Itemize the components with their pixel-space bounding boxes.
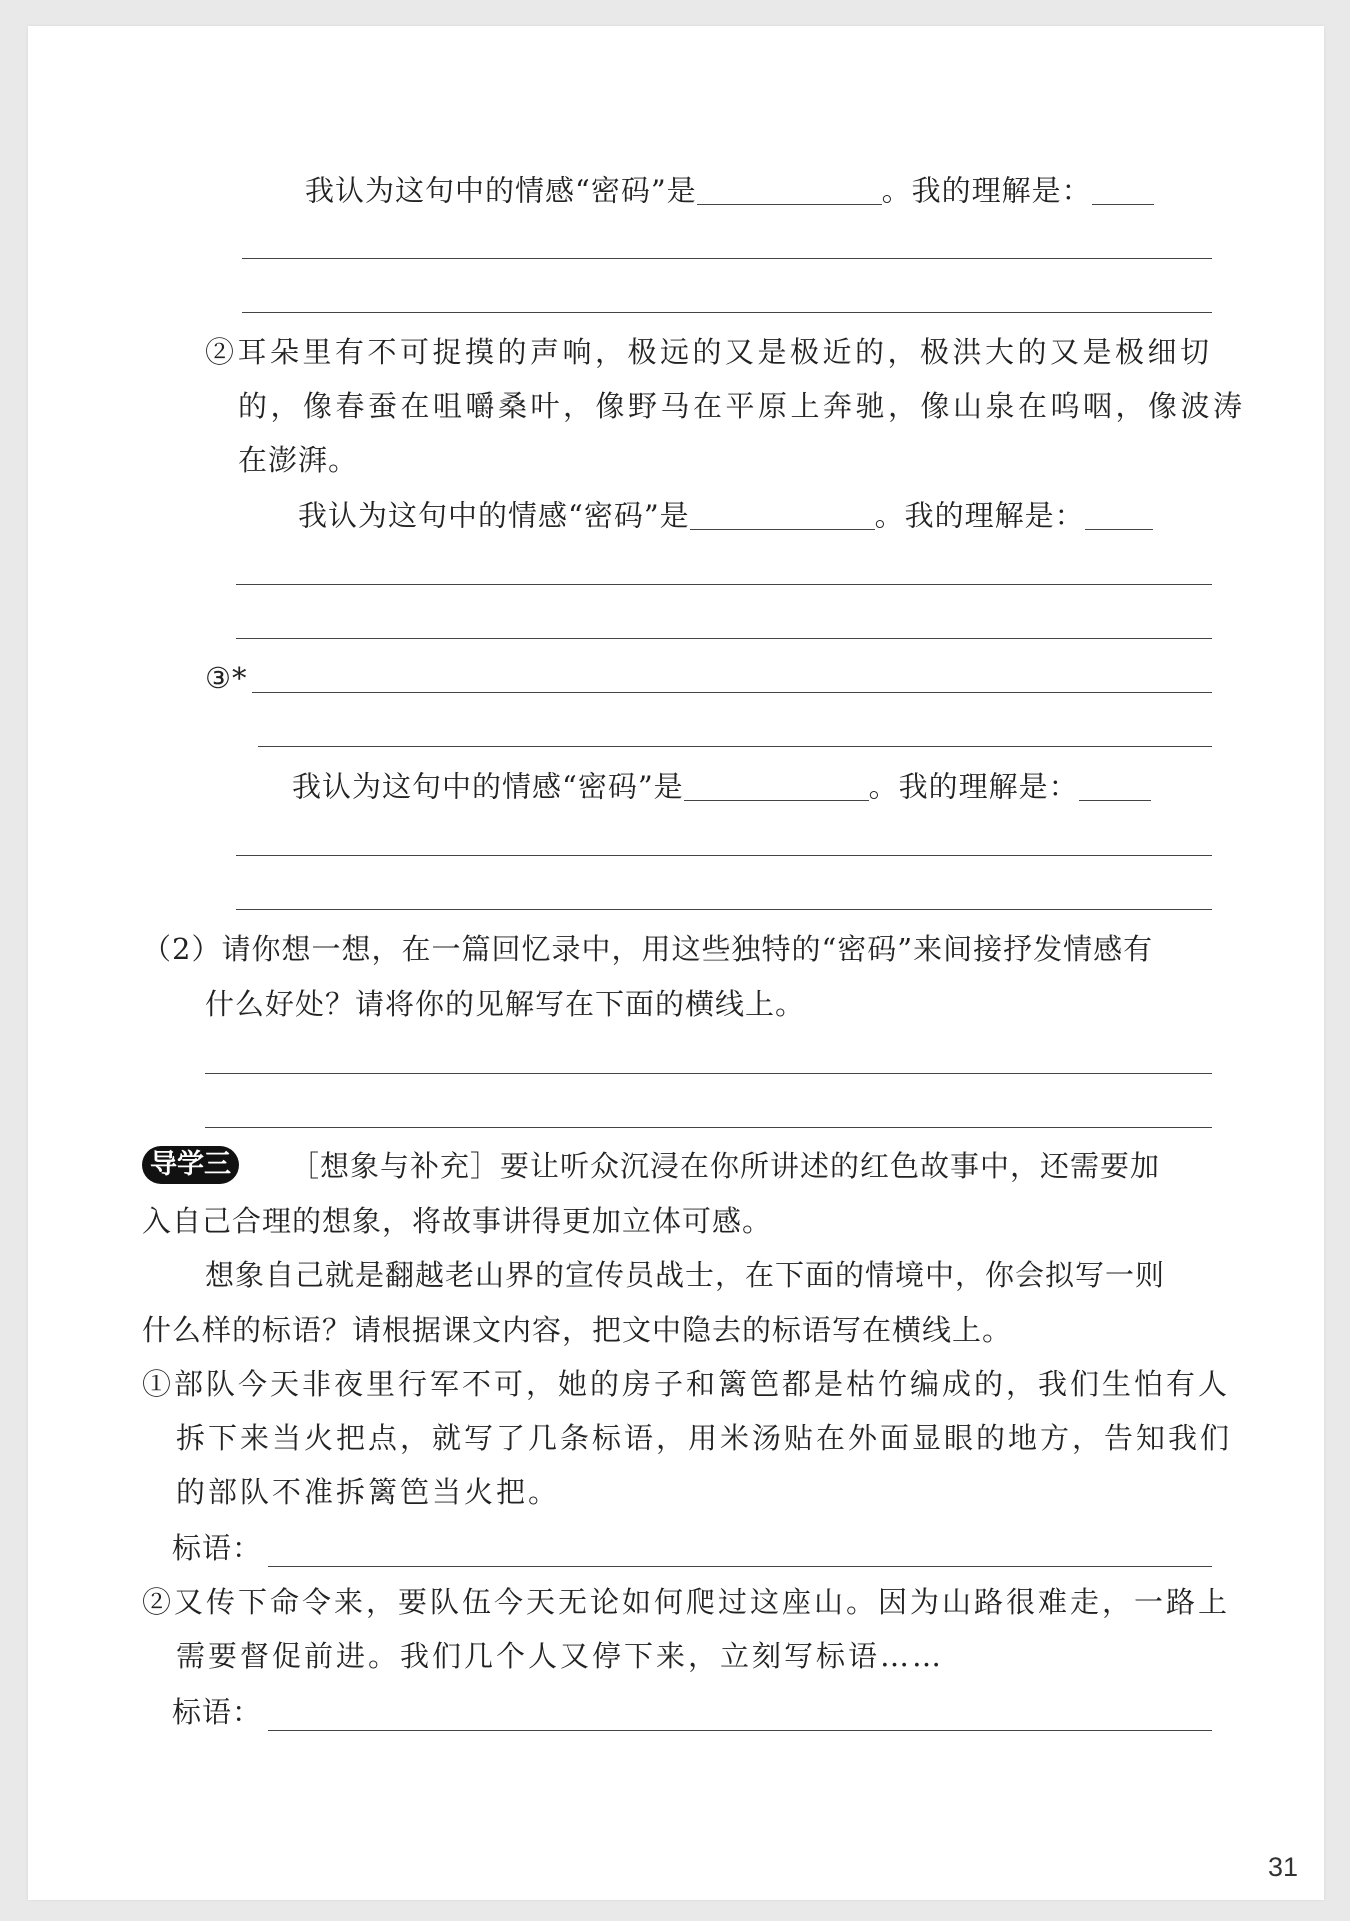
item3-prompt: 我认为这句中的情感“密码”是 bbox=[292, 769, 684, 804]
item2-mid: 。我的理解是： bbox=[874, 498, 1085, 533]
block1-answer-line-2[interactable] bbox=[242, 312, 1212, 313]
item3-answer-line-1[interactable] bbox=[236, 855, 1212, 856]
section3-s2-slogan-line[interactable] bbox=[268, 1730, 1212, 1731]
item3-sentence-line-1[interactable] bbox=[252, 692, 1212, 693]
item2-answer-line-1[interactable] bbox=[236, 584, 1212, 585]
block1-prompt-row bbox=[305, 172, 1154, 209]
section3-s2-label: 标语： bbox=[172, 1695, 263, 1729]
item3-marker: ③* bbox=[205, 661, 248, 695]
question2-line1: （2）请你想一想，在一篇回忆录中，用这些独特的“密码”来间接抒发情感有 bbox=[142, 932, 1154, 966]
section3-s1-label: 标语： bbox=[172, 1531, 263, 1565]
item2-prompt: 我认为这句中的情感“密码”是 bbox=[298, 498, 690, 533]
item2-line1: ②耳朵里有不可捉摸的声响，极远的又是极近的，极洪大的又是极细切 bbox=[205, 335, 1213, 369]
item2-prompt-row bbox=[298, 497, 1153, 534]
item3-prompt-row bbox=[292, 768, 1151, 805]
question2-answer-line-2[interactable] bbox=[205, 1127, 1212, 1128]
section3-s2-line2: 需要督促前进。我们几个人又停下来，立刻写标语…… bbox=[176, 1639, 945, 1673]
block1-code-blank[interactable] bbox=[697, 172, 882, 205]
question2-line2: 什么好处？请将你的见解写在下面的横线上。 bbox=[205, 987, 806, 1021]
item3-mid: 。我的理解是： bbox=[868, 769, 1079, 804]
item2-code-blank[interactable] bbox=[690, 497, 875, 530]
section3-s1-line3: 的部队不准拆篱笆当火把。 bbox=[176, 1475, 561, 1509]
section3-badge: 导学三 bbox=[142, 1146, 239, 1184]
item3-understanding-blank-start[interactable] bbox=[1079, 768, 1151, 801]
item2-line3: 在澎湃。 bbox=[238, 443, 359, 477]
section3-intro-line2: 入自己合理的想象，将故事讲得更加立体可感。 bbox=[142, 1204, 773, 1238]
block1-understanding-blank-start[interactable] bbox=[1092, 172, 1154, 205]
block1-prompt: 我认为这句中的情感“密码”是 bbox=[305, 173, 697, 208]
page-number: 31 bbox=[1267, 1852, 1298, 1882]
section3-task-line2: 什么样的标语？请根据课文内容，把文中隐去的标语写在横线上。 bbox=[142, 1313, 1013, 1347]
item3-sentence-line-2[interactable] bbox=[258, 746, 1212, 747]
section3-s1-line2: 拆下来当火把点，就写了几条标语，用米汤贴在外面显眼的地方，告知我们 bbox=[176, 1421, 1233, 1455]
section3-s1-line1: ①部队今天非夜里行军不可，她的房子和篱笆都是枯竹编成的，我们生怕有人 bbox=[142, 1367, 1231, 1401]
item3-answer-line-2[interactable] bbox=[236, 909, 1212, 910]
item2-answer-line-2[interactable] bbox=[236, 638, 1212, 639]
item2-understanding-blank-start[interactable] bbox=[1085, 497, 1153, 530]
block1-answer-line-1[interactable] bbox=[242, 258, 1212, 259]
question2-answer-line-1[interactable] bbox=[205, 1073, 1212, 1074]
section3-task-line1: 想象自己就是翻越老山界的宣传员战士，在下面的情境中，你会拟写一则 bbox=[205, 1258, 1166, 1292]
section3-s1-slogan-line[interactable] bbox=[268, 1566, 1212, 1567]
section3-intro-line1: ［想象与补充］要让听众沉浸在你所讲述的红色故事中，还需要加 bbox=[290, 1149, 1161, 1183]
block1-mid: 。我的理解是： bbox=[881, 173, 1092, 208]
section3-s2-line1: ②又传下命令来，要队伍今天无论如何爬过这座山。因为山路很难走，一路上 bbox=[142, 1585, 1231, 1619]
item3-code-blank[interactable] bbox=[684, 768, 869, 801]
item2-line2: 的，像春蚕在咀嚼桑叶，像野马在平原上奔驰，像山泉在呜咽，像波涛 bbox=[238, 389, 1246, 423]
